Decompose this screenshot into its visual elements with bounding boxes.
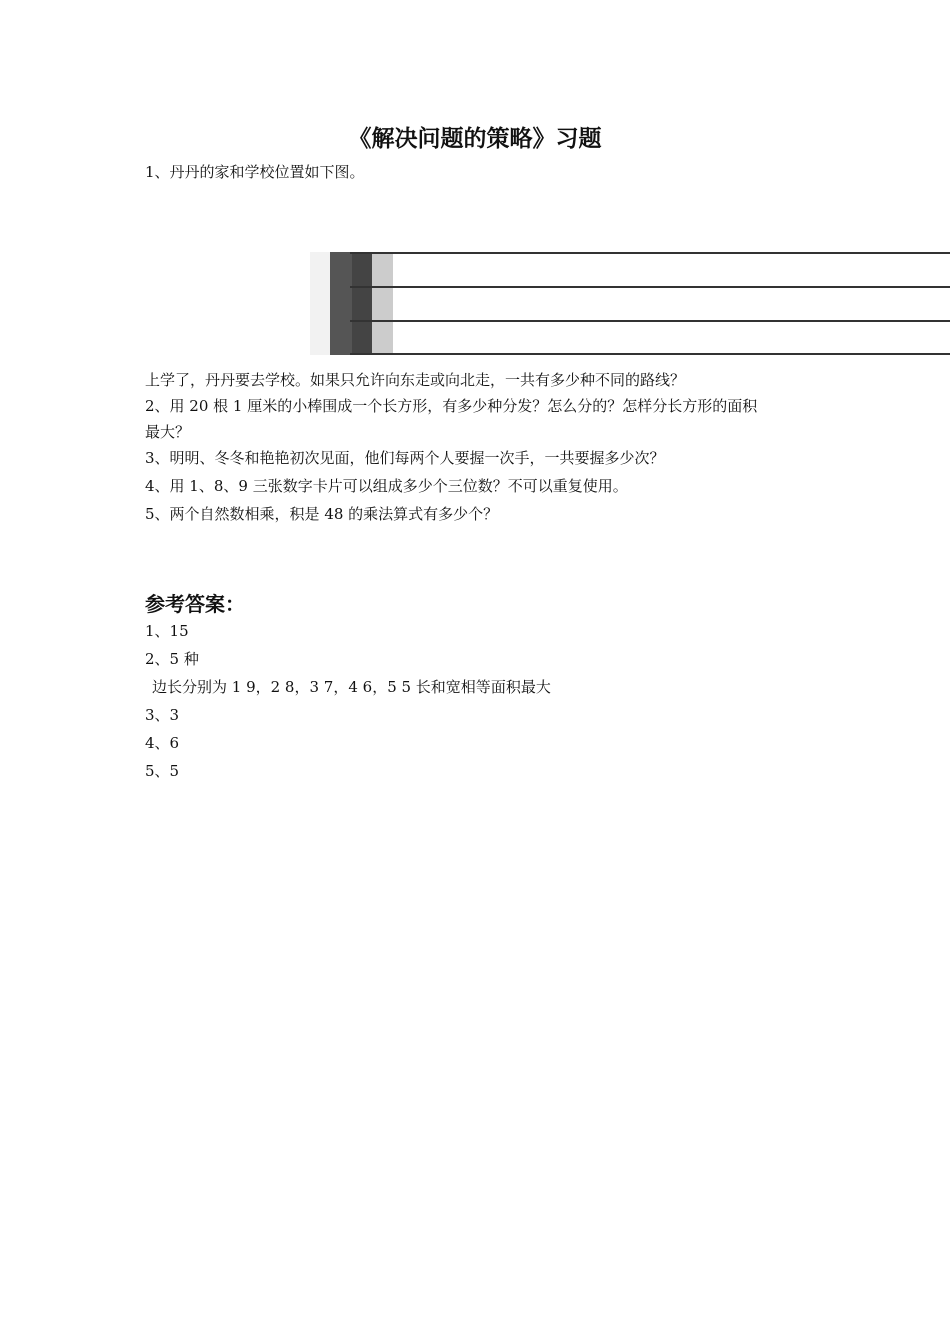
answers-heading: 参考答案： [145,592,245,616]
question-2-line-1: 2、用 20 根 1 厘米的小棒围成一个长方形，有多少种分发？怎么分的？怎样分长方形的面积 [145,397,758,415]
figure-bar-dark [330,252,352,355]
answer-3: 3、3 [145,706,180,724]
figure-line-bottom [350,353,950,355]
figure-bar-gray [372,252,393,355]
question-3: 3、明明、冬冬和艳艳初次见面，他们每两个人要握一次手，一共要握多少次？ [145,449,665,467]
answer-2-detail: 边长分别为 1 9，2 8，3 7，4 6，5 5 长和宽相等面积最大 [152,678,551,696]
answer-2: 2、5 种 [145,650,199,668]
route-figure [310,252,950,355]
figure-line-top [350,252,950,254]
page-title: 《解决问题的策略》习题 [348,126,602,152]
figure-line-middle [350,286,950,288]
answer-5: 5、5 [145,762,180,780]
question-2-line-2: 最大？ [145,423,191,441]
figure-bar-darker [352,252,372,355]
answer-1: 1、15 [145,622,189,640]
figure-bar-light [310,252,330,355]
question-4: 4、用 1、8、9 三张数字卡片可以组成多少个三位数？不可以重复使用。 [145,477,628,495]
figure-line-lower [350,320,950,322]
question-1-intro: 1、丹丹的家和学校位置如下图。 [145,163,365,181]
question-1: 上学了，丹丹要去学校。如果只允许向东走或向北走，一共有多少种不同的路线？ [145,371,686,389]
question-5: 5、两个自然数相乘，积是 48 的乘法算式有多少个？ [145,505,499,523]
answer-4: 4、6 [145,734,180,752]
